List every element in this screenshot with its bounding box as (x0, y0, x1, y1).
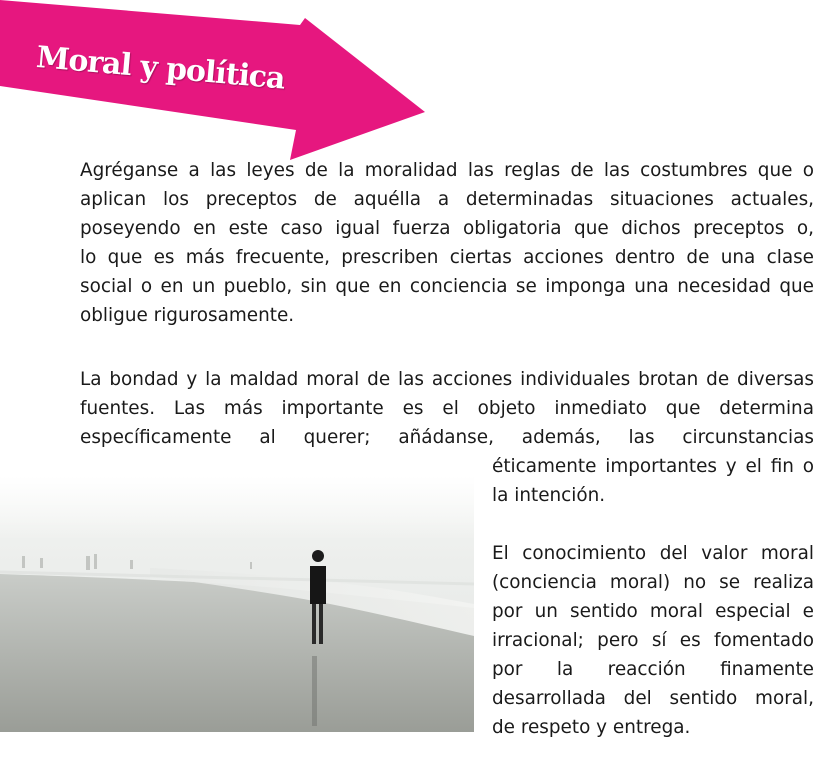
text-line: obligue rigurosamente. (80, 305, 295, 326)
text-line: de respeto y entrega. (492, 717, 691, 738)
text-line: poseyendo en este caso igual fuerza obligatoria que dichos preceptos o, (80, 218, 814, 239)
paragraph-laws-customs (80, 156, 814, 330)
beach-photo-image (0, 476, 474, 732)
text-line: Agréganse a las leyes de la moralidad las reglas de las costumbres que o (80, 160, 814, 181)
text-line: por un sentido moral especial e (492, 601, 814, 622)
text-line: aplican los preceptos de aquélla a determinadas situaciones actuales, (80, 189, 814, 210)
text-line: El conocimiento del valor moral (492, 543, 814, 564)
text-line: por la reacción finamente (492, 659, 814, 680)
text-line: (conciencia moral) no se realiza (492, 572, 814, 593)
text-line: específicamente al querer; añádanse, además, las circunstancias (80, 427, 814, 448)
page-title: Moral y política (34, 40, 286, 97)
text-line: fuentes. Las más importante es el objeto inmediato que determina (80, 398, 814, 419)
text-line: lo que es más frecuente, prescriben ciertas acciones dentro de una clase (80, 247, 814, 268)
paragraph-good-evil-continued (492, 452, 814, 510)
title-banner (0, 0, 430, 175)
text-line: La bondad y la maldad moral de las acciones individuales brotan de diversas (80, 369, 814, 390)
text-line: social o en un pueblo, sin que en conciencia se imponga una necesidad que (80, 276, 814, 297)
paragraph-moral-knowledge (492, 539, 814, 742)
paragraph-good-evil (80, 365, 814, 452)
text-line: irracional; pero sí es fomentado (492, 630, 814, 651)
text-line: desarrollada del sentido moral, (492, 688, 814, 709)
beach-photo (0, 476, 474, 732)
text-line: la intención. (492, 485, 606, 506)
text-line: éticamente importantes y el fin o (492, 456, 814, 477)
